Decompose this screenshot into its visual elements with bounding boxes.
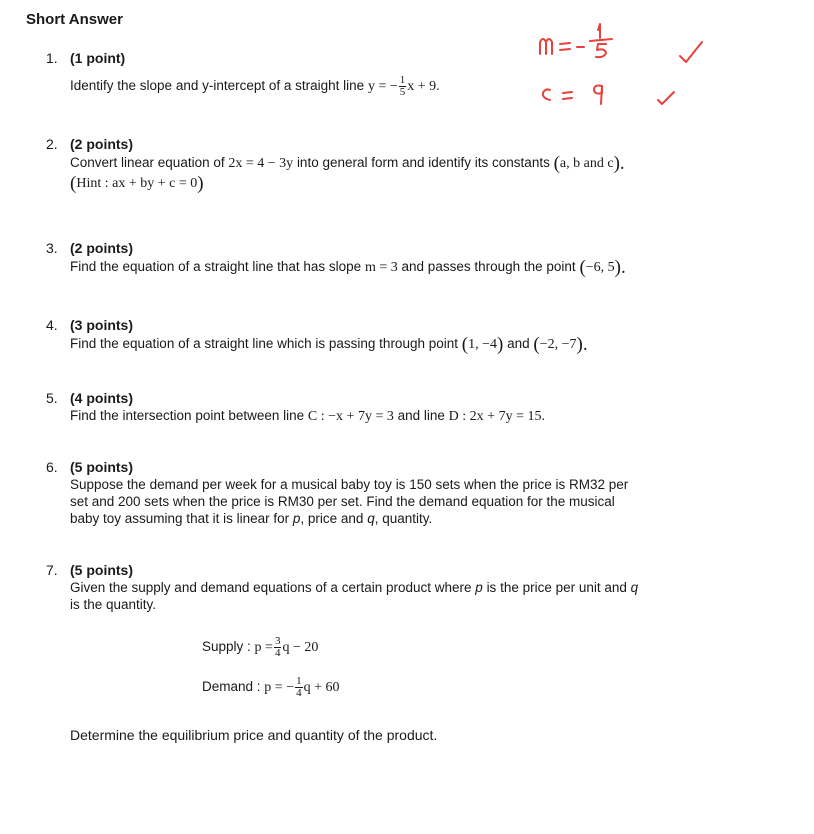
supply-tail: q − 20 (282, 640, 319, 656)
supply-fraction (274, 636, 282, 659)
slope: m = 3 (364, 260, 398, 275)
var-q: q (630, 580, 639, 595)
point-a: 1, −4 (468, 337, 497, 352)
question-number: 1. (46, 50, 58, 66)
var-p: p (292, 511, 301, 526)
question-points: (2 points) (70, 136, 133, 152)
var-p: p (475, 580, 483, 595)
question-points: (5 points) (70, 459, 133, 475)
question-points: (2 points) (70, 240, 133, 256)
point-b: −2, −7 (539, 337, 577, 352)
demand-label: Demand : (202, 679, 261, 695)
var-q: q (367, 511, 375, 526)
fraction-numerator: 3 (274, 635, 281, 647)
fraction-numerator: 1 (296, 675, 302, 687)
question-number: 5. (46, 390, 58, 406)
question-points: (3 points) (70, 317, 133, 333)
question-number: 3. (46, 240, 58, 256)
question-text: Convert linear equation of (70, 155, 225, 170)
supply-equation (202, 636, 318, 659)
question-4: 4. (3 points) Find the equation of a straight line which is passing through point (1, −4) and (−2, −7). (46, 317, 588, 355)
question-line: Given the supply and demand equations of a certain product where (70, 580, 472, 595)
fraction-denominator: 5 (399, 86, 406, 98)
demand-lhs: p = − (264, 680, 295, 696)
constants: a, b and c (559, 156, 614, 171)
question-line: Determine the equilibrium price and quantity of the product. (70, 727, 438, 743)
fraction-numerator: 1 (399, 74, 406, 86)
line-d: D : 2x + 7y = 15. (448, 409, 545, 424)
conjunction: and line (397, 408, 445, 423)
question-number: 4. (46, 317, 58, 333)
demand-fraction (295, 676, 303, 699)
demand-equation (202, 676, 340, 699)
fraction-denominator: 4 (296, 687, 302, 699)
question-text: into general form and identify its constants (296, 155, 550, 170)
question-number: 2. (46, 136, 58, 152)
supply-lhs: p = (254, 640, 273, 656)
question-line: Suppose the demand per week for a musical baby toy is 150 sets when the price is RM32 per (70, 477, 629, 492)
question-text: Find the equation of a straight line that has slope (70, 259, 362, 274)
question-line: is the quantity. (70, 597, 157, 612)
question-line: baby toy assuming that it is linear for (70, 511, 290, 526)
equation: 2x = 4 − 3y (228, 156, 294, 171)
question-line: , quantity. (374, 511, 433, 526)
question-5 (46, 390, 545, 425)
supply-label: Supply : (202, 639, 251, 655)
question-3: 3. (2 points) Find the equation of a straight line that has slope m = 3 and passes through the point (−6, 5). (46, 240, 626, 278)
question-points: (5 points) (70, 562, 133, 578)
equation: y = − (367, 79, 398, 95)
question-points: (4 points) (70, 390, 133, 406)
question-6 (46, 459, 628, 527)
question-line: set and 200 sets when the price is RM30 per set. Find the demand equation for the musical (70, 494, 615, 509)
demand-tail: q + 60 (303, 680, 340, 696)
fraction (399, 75, 407, 98)
question-text: Find the intersection point between line (70, 408, 305, 423)
question-number: 7. (46, 562, 58, 578)
fraction-denominator: 4 (274, 647, 281, 659)
question-text: Find the equation of a straight line which is passing through point (70, 336, 458, 351)
question-2: 2. (2 points) Convert linear equation of 2x = 4 − 3y into general form and identify its constants (a, b and c). (Hint : ax + by + c = 0) (46, 136, 625, 194)
line-c: C : −x + 7y = 3 (307, 409, 394, 424)
hint: Hint : ax + by + c = 0 (76, 176, 198, 191)
equation-tail: x + 9. (407, 79, 440, 95)
question-line: , price and (300, 511, 364, 526)
question-1 (46, 50, 440, 98)
question-text: Identify the slope and y-intercept of a straight line (70, 78, 365, 94)
question-text: and passes through the point (401, 259, 576, 274)
question-line: is the price per unit and (486, 580, 627, 595)
question-number: 6. (46, 459, 58, 475)
question-7 (46, 562, 638, 613)
section-title: Short Answer (26, 11, 123, 28)
handwritten-answer (530, 22, 730, 112)
conjunction: and (507, 336, 530, 351)
point: −6, 5 (585, 260, 615, 275)
question-7-closing (70, 727, 437, 744)
question-points: (1 point) (70, 50, 126, 66)
